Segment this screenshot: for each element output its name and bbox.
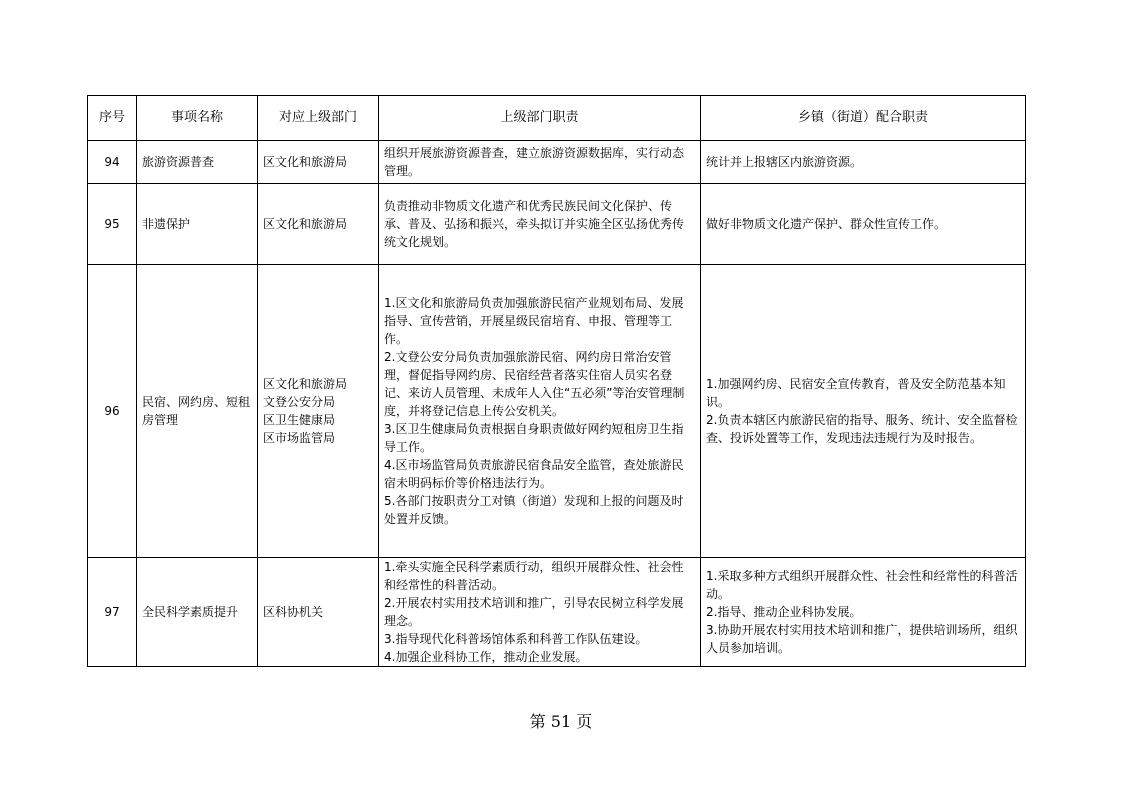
header-town-duty: 乡镇（街道）配合职责 bbox=[701, 96, 1026, 141]
row-town-duty: 1.加强网约房、民宿安全宣传教育，普及安全防范基本知识。 2.负责本辖区内旅游民宿的指导、服务、统计、安全监督检查、投诉处置等工作，发现违法违规行为及时报告。 bbox=[701, 265, 1026, 558]
row-dept: 区文化和旅游局 bbox=[258, 184, 379, 265]
row-no: 97 bbox=[88, 558, 137, 667]
table-row bbox=[88, 184, 1026, 265]
row-town-duty: 1.采取多种方式组织开展群众性、社会性和经常性的科普活动。 2.指导、推动企业科协发展。 3.协助开展农村实用技术培训和推广，提供培训场所，组织人员参加培训。 bbox=[701, 558, 1026, 667]
row-dept: 区文化和旅游局 bbox=[258, 141, 379, 184]
row-town-duty: 做好非物质文化遗产保护、群众性宣传工作。 bbox=[701, 184, 1026, 265]
table-row bbox=[88, 141, 1026, 184]
table-header-row bbox=[88, 96, 1026, 141]
row-no: 96 bbox=[88, 265, 137, 558]
row-dept-duty: 组织开展旅游资源普查，建立旅游资源数据库，实行动态管理。 bbox=[379, 141, 701, 184]
row-item-name: 全民科学素质提升 bbox=[137, 558, 258, 667]
header-dept-duty: 上级部门职责 bbox=[379, 96, 701, 141]
table-row bbox=[88, 558, 1026, 667]
row-item-name: 民宿、网约房、短租房管理 bbox=[137, 265, 258, 558]
row-item-name: 旅游资源普查 bbox=[137, 141, 258, 184]
row-town-duty: 统计并上报辖区内旅游资源。 bbox=[701, 141, 1026, 184]
row-item-name: 非遗保护 bbox=[137, 184, 258, 265]
row-no: 95 bbox=[88, 184, 137, 265]
page-number: 第 51 页 bbox=[529, 712, 593, 731]
header-item-name: 事项名称 bbox=[137, 96, 258, 141]
row-dept: 区文化和旅游局 文登公安分局 区卫生健康局 区市场监管局 bbox=[258, 265, 379, 558]
row-dept-duty: 1.区文化和旅游局负责加强旅游民宿产业规划布局、发展指导、宣传营销，开展星级民宿培育、申报、管理等工作。 2.文登公安分局负责加强旅游民宿、网约房日常治安管理，督促指导网约房、民宿经营者落实住宿人员实名登记、来访人员管理、未成年人入住“五必须”等治安管理制度，并将登记信息上传公安机关。 3.区卫生健康局负责根据自身职责做好网约短租房卫生指导工作。 4.区市场监管局负责旅游民宿食品安全监管，查处旅游民宿未明码标价等价格违法行为。 5.各部门按职责分工对镇（街道）发现和上报的问题及时处置并反馈。 bbox=[379, 265, 701, 558]
row-no: 94 bbox=[88, 141, 137, 184]
duty-table bbox=[87, 95, 1026, 667]
header-dept: 对应上级部门 bbox=[258, 96, 379, 141]
header-no: 序号 bbox=[88, 96, 137, 141]
table-row bbox=[88, 265, 1026, 558]
row-dept-duty: 1.牵头实施全民科学素质行动，组织开展群众性、社会性和经常性的科普活动。 2.开展农村实用技术培训和推广，引导农民树立科学发展理念。 3.指导现代化科普场馆体系和科普工作队伍建设。 4.加强企业科协工作，推动企业发展。 bbox=[379, 558, 701, 667]
row-dept-duty: 负责推动非物质文化遗产和优秀民族民间文化保护、传承、普及、弘扬和振兴，牵头拟订并实施全区弘扬优秀传统文化规划。 bbox=[379, 184, 701, 265]
row-dept: 区科协机关 bbox=[258, 558, 379, 667]
